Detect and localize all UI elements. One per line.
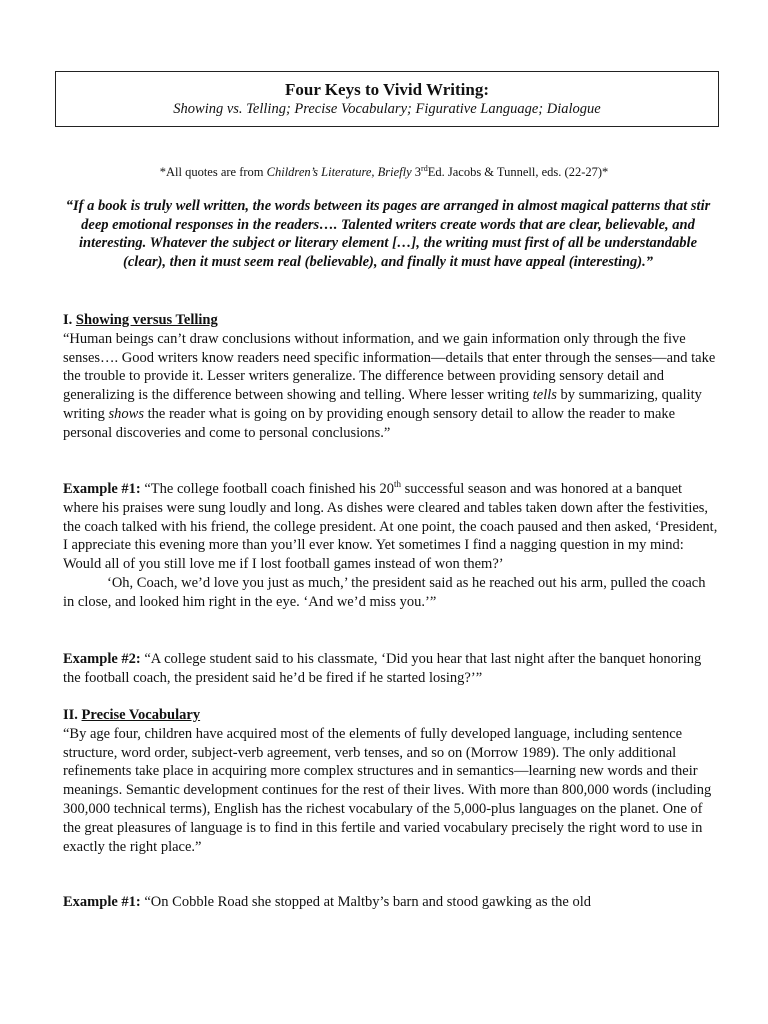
section1-example2 bbox=[63, 650, 718, 688]
section1-heading bbox=[63, 311, 718, 330]
section-precise-vocabulary bbox=[63, 706, 718, 856]
source-prefix: *All quotes are from bbox=[159, 165, 267, 179]
document-title: Four Keys to Vivid Writing: bbox=[284, 80, 490, 99]
section1-quote-tells: tells bbox=[532, 387, 557, 404]
source-book: Children’s Literature, Briefly bbox=[266, 165, 412, 179]
section2-quote: “By age four, children have acquired most of the elements of fully developed language, including sentence structure, word order, subject-verb agreement, verb tenses, and so on (Morrow 1989). The only additional refinements take place in acquiring more complex structures and in semantics—learning new words and their meanings. Semantic development continues for the rest of their lives. With more than 800,000 words (including 300,000 technical terms), English has the richest vocabulary of the 5,000-plus languages on the planet. One of the great pleasures of language is to find in this fertile and varied vocabulary precisely the right word to use in exactly the right place.” bbox=[63, 725, 712, 855]
source-note bbox=[0, 165, 768, 180]
section1-example1-text-2: successful season and was honored at a banquet where his praises were sung loudly and long. As dishes were cleared and tables taken down after the festivities, the coach talked with his friend, the college president. At one point, the coach paused and then asked, ‘President, I appreciate this evening more than you’ll ever know. Yet sometimes I find a nagging question in my mind: Would all of you still love me if I lost football games instead of won them?’ bbox=[63, 481, 718, 573]
section1-example2-text: “A college student said to his classmate, ‘Did you hear that last night after the banquet honoring the football coach, the president said he’d be fired if he started losing?’” bbox=[63, 651, 702, 686]
section1-example1 bbox=[63, 480, 718, 612]
section1-example1-para1 bbox=[63, 480, 718, 574]
section2-number: II. bbox=[63, 707, 82, 723]
section2-example1-para bbox=[63, 893, 718, 912]
section1-example1-label: Example #1: bbox=[63, 481, 141, 497]
section1-quote-text-2: by summarizing, quality writing bbox=[63, 387, 702, 422]
section-showing-telling bbox=[63, 311, 718, 443]
section1-example1-text-1: “The college football coach finished his 20 bbox=[140, 481, 394, 497]
section1-quote bbox=[63, 330, 718, 443]
section2-heading bbox=[63, 706, 718, 725]
section1-quote-shows: shows bbox=[108, 405, 144, 422]
source-edition-sup: rd bbox=[421, 163, 428, 173]
section2-title: Precise Vocabulary bbox=[81, 707, 201, 723]
title-box bbox=[55, 71, 719, 127]
section1-number: I. bbox=[63, 312, 76, 328]
source-suffix: Ed. Jacobs & Tunnell, eds. (22-27)* bbox=[427, 165, 609, 179]
section1-example1-para2: ‘Oh, Coach, we’d love you just as much,’ the president said as he reached out his arm, pulled the coach in close, and looked him right in the eye. ‘And we’d miss you.’” bbox=[63, 574, 706, 610]
section1-example1-sup: th bbox=[394, 479, 402, 490]
section1-example2-para bbox=[63, 650, 718, 688]
section2-example1-text: “On Cobble Road she stopped at Maltby’s barn and stood gawking as the old bbox=[140, 894, 591, 910]
source-edition-num: 3 bbox=[411, 165, 422, 179]
document-subtitle: Showing vs. Telling; Precise Vocabulary; Figurative Language; Dialogue bbox=[173, 101, 601, 117]
section2-example1-label: Example #1: bbox=[63, 894, 141, 910]
section1-quote-text-3: the reader what is going on by providing enough sensory detail to allow the reader to make personal discoveries and come to personal conclusions.” bbox=[63, 405, 676, 441]
section2-example1 bbox=[63, 893, 718, 912]
epigraph-quote: “If a book is truly well written, the words between its pages are arranged in almost magical patterns that stir deep emotional responses in the readers…. Talented writers create words that are clear, believable, and interesting. Whatever the subject or literary element […], the writing must first of all be understandable (clear), then it must seem real (believable), and finally it must have appeal (interesting).” bbox=[65, 198, 711, 270]
section1-example2-label: Example #2: bbox=[63, 651, 141, 667]
section1-quote-text-1: “Human beings can’t draw conclusions without information, and we gain information only through the five senses…. Good writers know readers need specific information—details that enter through the senses—and take the trouble to provide it. Lesser writers generalize. The difference between providing sensory detail and generalizing is the difference between showing and telling. Where lesser writing bbox=[63, 330, 716, 404]
section1-title: Showing versus Telling bbox=[75, 312, 218, 328]
